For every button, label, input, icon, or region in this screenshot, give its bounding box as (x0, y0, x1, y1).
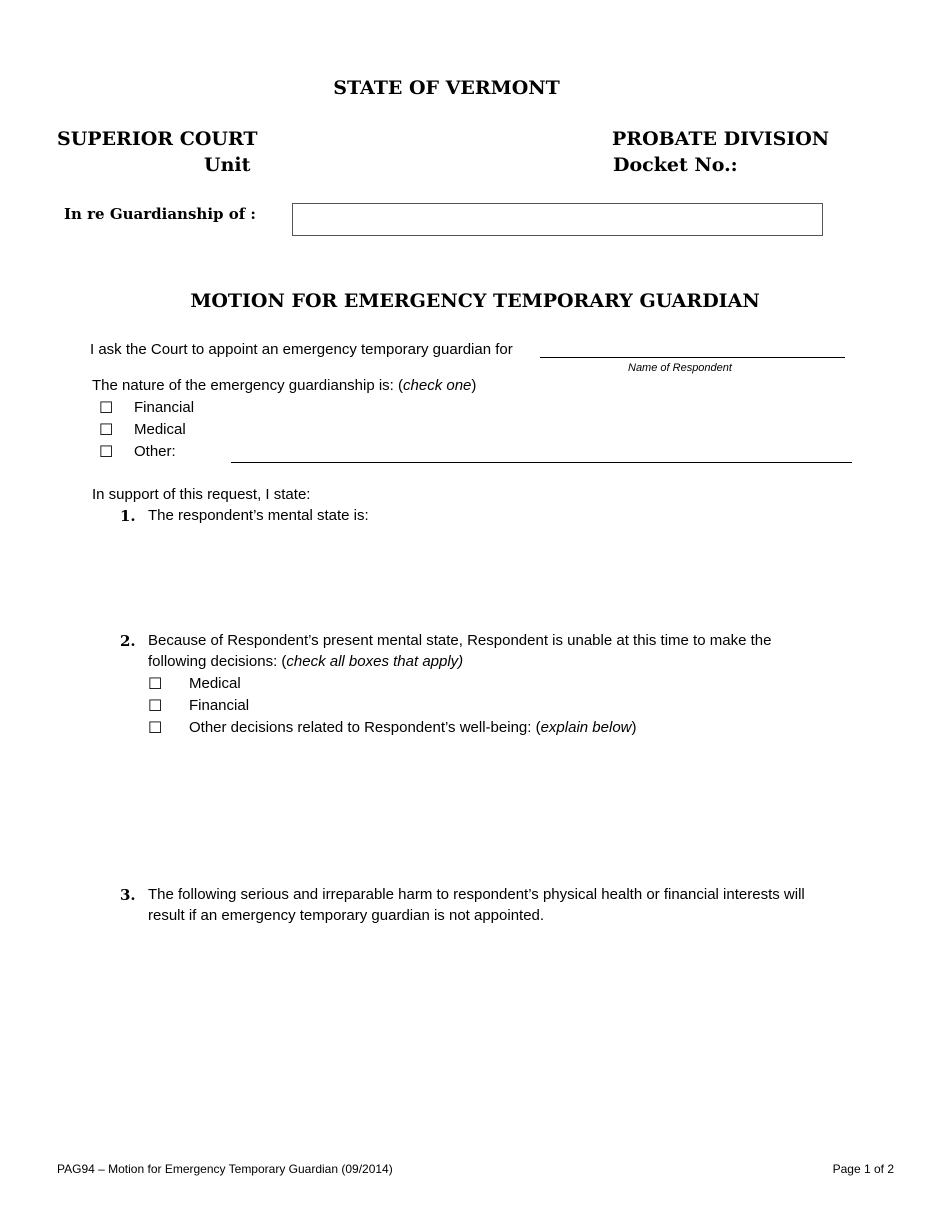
ask-text: I ask the Court to appoint an emergency temporary guardian for (90, 341, 513, 358)
item-2-number: 2. (120, 632, 136, 650)
name-caption: Name of Respondent (628, 362, 732, 374)
other-explain-line[interactable] (231, 462, 852, 463)
financial-checkbox[interactable]: ☐ (99, 400, 114, 417)
decision-financial-checkbox[interactable]: ☐ (148, 698, 163, 715)
other-checkbox[interactable]: ☐ (99, 444, 114, 461)
decision-option-other: Other decisions related to Respondent’s well-being: (explain below) (189, 719, 637, 736)
item-1-text: The respondent’s mental state is: (148, 507, 369, 524)
medical-checkbox[interactable]: ☐ (99, 422, 114, 439)
footer-form-id: PAG94 – Motion for Emergency Temporary Guardian (09/2014) (57, 1162, 393, 1176)
form-title: MOTION FOR EMERGENCY TEMPORARY GUARDIAN (190, 290, 760, 312)
nature-option-other: Other: (134, 443, 176, 460)
item-3-line1: The following serious and irreparable harm to respondent’s physical health or financial interests will (148, 886, 805, 903)
nature-option-financial: Financial (134, 399, 195, 416)
item-3-line2: result if an emergency temporary guardian is not appointed. (148, 907, 545, 924)
in-re-label: In re Guardianship of : (64, 205, 256, 223)
decision-option-medical: Medical (189, 675, 241, 692)
item-3-number: 3. (120, 886, 136, 904)
decision-other-checkbox[interactable]: ☐ (148, 720, 163, 737)
item-2-line1: Because of Respondent’s present mental state, Respondent is unable at this time to make the (148, 632, 772, 649)
guardianship-name-field[interactable] (292, 203, 823, 236)
state-heading: STATE OF VERMONT (333, 77, 560, 99)
item-1-number: 1. (120, 507, 136, 525)
unit-label: Unit (204, 154, 251, 176)
nature-option-medical: Medical (134, 421, 186, 438)
docket-label: Docket No.: (613, 154, 738, 176)
item-2-line2: following decisions: (check all boxes that apply) (148, 653, 464, 670)
court-heading: SUPERIOR COURT (57, 128, 258, 150)
respondent-name-line[interactable] (540, 341, 845, 358)
division-heading: PROBATE DIVISION (612, 128, 830, 150)
decision-medical-checkbox[interactable]: ☐ (148, 676, 163, 693)
nature-question: The nature of the emergency guardianship is: (check one) (92, 377, 477, 394)
footer-page-number: Page 1 of 2 (832, 1162, 894, 1176)
decision-option-financial: Financial (189, 697, 250, 714)
support-text: In support of this request, I state: (92, 486, 311, 503)
